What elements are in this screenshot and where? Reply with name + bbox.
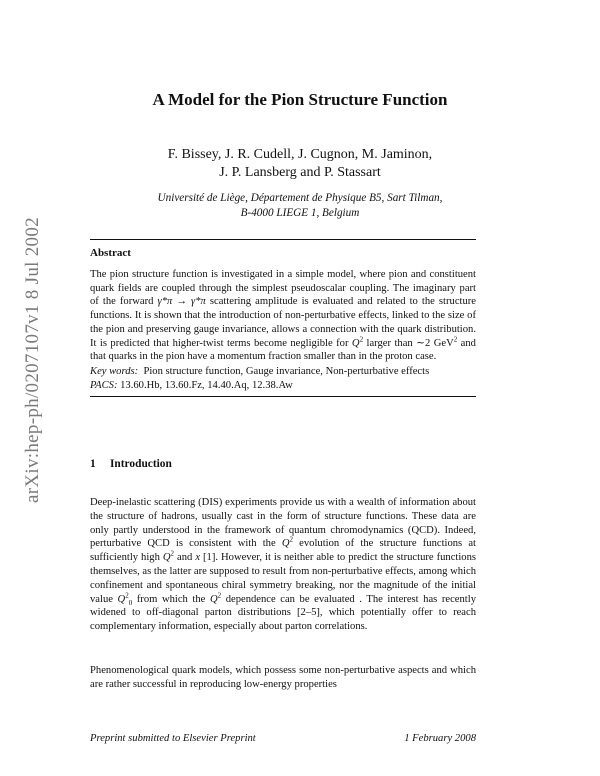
keywords-block xyxy=(90,365,476,392)
intro-q-exponent-4: 2 xyxy=(217,591,222,600)
paper-title: A Model for the Pion Structure Function xyxy=(152,90,448,109)
abstract-gev-exponent: 2 xyxy=(453,334,458,343)
arxiv-identifier xyxy=(18,205,48,515)
section-heading xyxy=(90,458,172,470)
abstract-text-2: scattering amplitude is evaluated and related to the structure functions. It is shown that the introduction of non-perturbative effects, linked to the size of the pion and preserving gauge invariance, allows a connection with the quark distribution. It is predicted that higher-twist terms become negligible for xyxy=(90,296,476,349)
intro-q-symbol-2: Q xyxy=(162,552,171,564)
intro-text-2: evolution of the structure functions at sufficiently high xyxy=(90,538,476,564)
pacs-line xyxy=(90,379,476,393)
pacs-label: PACS: xyxy=(90,379,118,391)
affiliation-line-2: B-4000 LIEGE 1, Belgium xyxy=(240,207,360,219)
affiliation-line-1: Université de Liège, Département de Physique B5, Sart Tilman, xyxy=(157,192,443,204)
section-number: 1 xyxy=(90,458,96,470)
intro-q-subscript: 0 xyxy=(128,598,133,607)
abstract-bottom-rule xyxy=(90,396,476,397)
intro-paragraph-1 xyxy=(90,496,476,634)
intro-x-symbol: x xyxy=(195,552,201,564)
pacs-value: 13.60.Hb, 13.60.Fz, 14.40.Aq, 12.38.Aw xyxy=(120,379,293,391)
intro-q-exponent-2: 2 xyxy=(170,549,175,558)
author-line-2: J. P. Lansberg and P. Stassart xyxy=(219,165,381,180)
intro-q-symbol-4: Q xyxy=(209,593,218,605)
intro-q-symbol-3: Q xyxy=(117,593,126,605)
abstract-q-exponent: 2 xyxy=(359,334,364,343)
author-line-1: F. Bissey, J. R. Cudell, J. Cugnon, M. Jaminon, xyxy=(167,147,433,162)
intro-text-3: and xyxy=(174,552,196,564)
intro-q-exponent-1: 2 xyxy=(289,535,293,544)
footer-preprint-note: Preprint submitted to Elsevier Preprint xyxy=(90,733,256,744)
page-footer xyxy=(90,733,476,744)
intro-text-5: from which the xyxy=(132,593,210,605)
intro-q-exponent-3: 2 xyxy=(125,591,129,600)
keywords-label: Key words: xyxy=(90,366,139,377)
keywords-value: Pion structure function, Gauge invariance, Non-perturbative effects xyxy=(143,366,430,377)
footer-date: 1 February 2008 xyxy=(404,733,476,744)
abstract-heading: Abstract xyxy=(90,247,131,259)
author-list xyxy=(0,146,600,182)
intro-text-4: [1]. However, it is neither able to predict the structure functions themselves, as the latter are supposed to result from non-perturbative effects, among which confinement and spontaneous chiral symmetry breaking, nor the magnitude of the initial value xyxy=(90,552,477,605)
abstract-text-3: larger than ∼2 GeV xyxy=(363,337,454,349)
affiliation xyxy=(0,191,600,221)
abstract-top-rule xyxy=(90,239,476,240)
intro-paragraph-2: Phenomenological quark models, which possess some non-perturbative aspects and which are rather successful in reproducing low-energy properties xyxy=(90,665,476,690)
intro-text-6: dependence can be evaluated . The interest has recently widened to off-diagonal parton distributions [2–5], which potentially offer to reach complementary information, especially about parton correlations. xyxy=(90,593,476,633)
abstract-text-1: The pion structure function is investigated in a simple model, where pion and constituent quark fields are coupled through the simplest pseudoscalar coupling. The imaginary part of the forward xyxy=(90,269,476,308)
keywords-line xyxy=(90,365,476,379)
intro-q-symbol-1: Q xyxy=(281,538,290,550)
abstract-process: γ*π → γ*π xyxy=(157,296,206,308)
abstract-body xyxy=(90,268,476,364)
arxiv-identifier-text: arXiv:hep-ph/0207107v1 8 Jul 2002 xyxy=(22,217,43,503)
intro-text-1: Deep-inelastic scattering (DIS) experiments provide us with a wealth of information about the structure of hadrons, usually cast in the form of structure functions. These data are only partly understood in the framework of quantum chromodynamics (QCD). Indeed, perturbative QCD is consistent with the xyxy=(90,497,476,550)
abstract-text-4: and that quarks in the pion have a momentum fraction smaller than in the proton case. xyxy=(90,337,476,363)
section-title: Introduction xyxy=(110,458,172,470)
abstract-q-symbol: Q xyxy=(351,337,360,349)
